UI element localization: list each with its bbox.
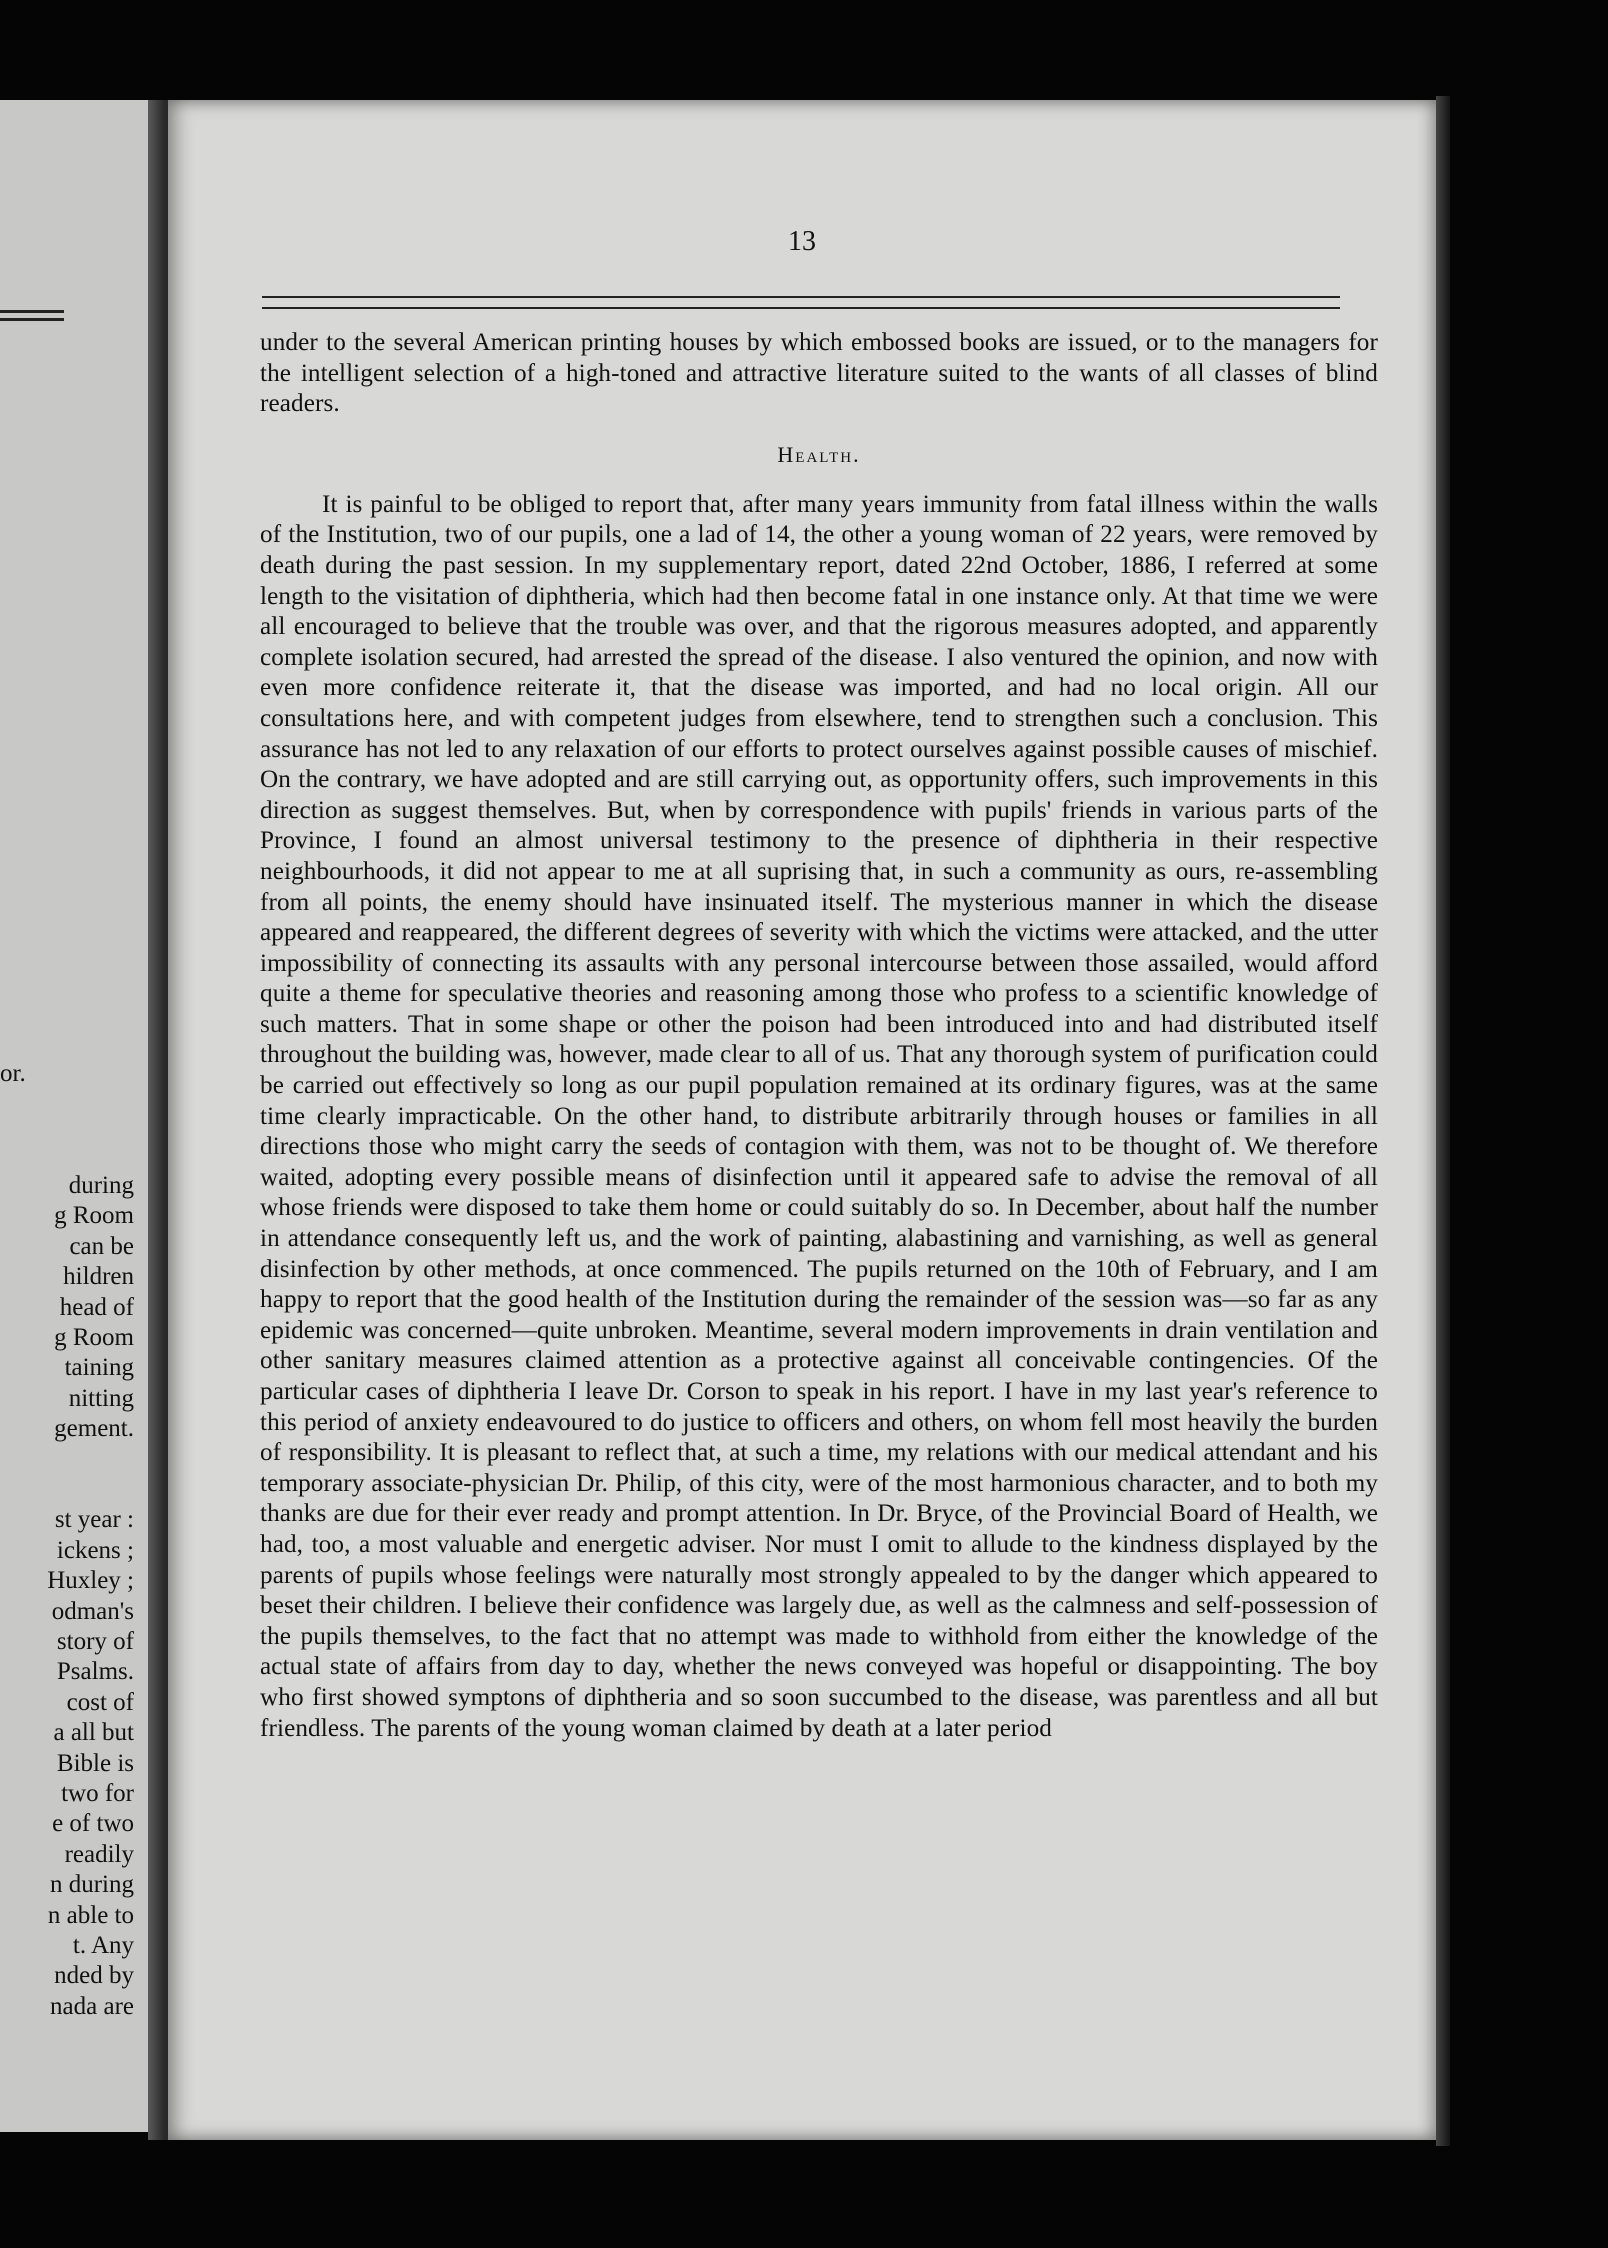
left-page-fragment-line: taining (64, 1354, 134, 1382)
left-page-fragment-line: Psalms. (56, 1658, 134, 1686)
left-page-fragment-line: a all but (53, 1719, 134, 1747)
left-facing-page (0, 100, 158, 2132)
left-page-fragment-line: readily (64, 1840, 134, 1868)
left-page-fragment-line: hildren (63, 1263, 134, 1291)
left-page-fragment-line: Bible is (56, 1749, 134, 1777)
left-page-fragment-line: during (68, 1172, 134, 1199)
page (168, 100, 1436, 2140)
left-page-fragment-line: can be (69, 1232, 134, 1260)
left-page-fragment-line: story of (56, 1628, 134, 1655)
left-page-fragment-line: nitting (68, 1384, 134, 1412)
left-page-fragment-line: e of two (52, 1810, 134, 1838)
left-page-fragment-line: gement. (54, 1415, 134, 1443)
left-page-fragment-line: cost of (66, 1688, 134, 1716)
left-page-rule-top (0, 310, 64, 313)
left-page-fragment-line: st year : (54, 1506, 134, 1534)
left-page-fragment-line: g Room (54, 1202, 134, 1230)
left-page-fragment-line: n able to (47, 1901, 134, 1929)
left-page-fragment-line: nded by (54, 1962, 134, 1990)
left-page-rule-bottom (0, 318, 64, 321)
section-heading: Health. (777, 441, 861, 467)
left-page-fragment-line: Huxley ; (47, 1567, 134, 1595)
left-page-fragment-line: odman's (51, 1597, 134, 1625)
opening-paragraph: under to the several American printing houses by which embossed books are issued, or to the managers for the intelligent selection of a high-toned and attractive literature suited to the wants of all classes of blind readers. (260, 329, 1378, 418)
header-double-rule (262, 296, 1340, 309)
page-edge-shadow (1436, 96, 1450, 2146)
left-page-fragment-line: n during (49, 1871, 134, 1899)
page-number: 13 (788, 226, 816, 257)
left-page-fragment-top: or. (0, 1060, 26, 1087)
left-page-fragment-line: nada are (50, 1992, 134, 2020)
left-page-fragment-line: ickens ; (56, 1536, 134, 1564)
left-page-fragment-line: g Room (54, 1324, 134, 1351)
left-page-fragment-line: head of (59, 1293, 134, 1321)
health-paragraph: It is painful to be obliged to report that, after many years immunity from fatal illness within the walls of the Institution, two of our pupils, one a lad of 14, the other a young woman of 22 years, were removed by death during the past session. In my supplementary report, dated 22nd October, 1886, I referred at some length to the visitation of diphtheria, which had then become fatal in one instance only. At that time we were all encouraged to believe that the trouble was over, and that the rigorous measures adopted, and apparently complete isolation secured, had arrested the spread of the disease. I also ventured the opinion, and now with even more confidence reiterate it, that the disease was imported, and had no local origin. All our consultations here, and with competent judges from elsewhere, tend to strengthen such a conclusion. This assurance has not led to any relaxation of our efforts to protect ourselves against possible causes of mischief. On the contrary, we have adopted and are still carrying out, as opportunity offers, such improvements in this direction as suggest themselves. But, when by correspondence with pupils' friends in various parts of the Province, I found an almost universal testimony to the presence of diphtheria in their respective neighbourhoods, it did not appear to me at all suprising that, in such a community as ours, re-assembling from all points, the enemy should have insinuated itself. The mysterious manner in which the disease appeared and reappeared, the different degrees of severity with which the victims were attacked, and the utter impossibility of connecting its assaults with any personal intercourse between those assailed, would afford quite a theme for speculative theories and reasoning among those who profess to a scientific knowledge of such matters. That in some shape or other the poison had been introduced into and had distributed itself throughout the building was, however, made clear to all of us. That any thorough system of purification could be carried out effectively so long as our pupil population remained at its ordinary figures, was at the same time clearly impracticable. On the other hand, to distribute arbitrarily through houses or families in all directions those who might carry the seeds of contagion with them, was not to be thought of. We therefore waited, adopting every possible means of disinfection until it appeared safe to advise the removal of all whose friends were disposed to take them home or could suitably do so. In December, about half the number in attendance consequently left us, and the work of painting, alabastining and varnishing, as well as general disinfection by other methods, at once commenced. The pupils returned on the 10th of February, and I am happy to report that the good health of the Institution during the remainder of the session was—so far as any epidemic was concerned—quite unbroken. Meantime, several modern improvements in drain ventilation and other sanitary measures claimed attention as a protective against all conceivable contingencies. Of the particular cases of diphtheria I leave Dr. Corson to speak in his report. I have in my last year's reference to this period of anxiety endeavoured to do justice to officers and others, on whom fell most heavily the burden of responsibility. It is pleasant to reflect that, at such a time, my relations with our medical attendant and his temporary associate-physician Dr. Philip, of this city, were of the most harmonious character, and to both my thanks are due for their ever ready and prompt attention. In Dr. Bryce, of the Provincial Board of Health, we had, too, a most valuable and energetic adviser. Nor must I omit to allude to the kindness displayed by the parents of pupils whose feelings were naturally most strongly appealed to by the danger which appeared to beset their children. I believe their confidence was largely due, as well as the calmness and self-possession of the pupils themselves, to the fact that no attempt was made to withhold from either the knowledge of the actual state of affairs from day to day, whether the news conveyed was hopeful or disappointing. The boy who first showed symptons of diphtheria and so soon succumbed to the disease, was parentless and all but friendless. The parents of the young woman claimed by death at a later period (260, 490, 1378, 1742)
page-body (260, 328, 1378, 1744)
left-page-fragment-line: t. Any (72, 1932, 134, 1959)
left-page-fragment-line: two for (61, 1780, 134, 1807)
